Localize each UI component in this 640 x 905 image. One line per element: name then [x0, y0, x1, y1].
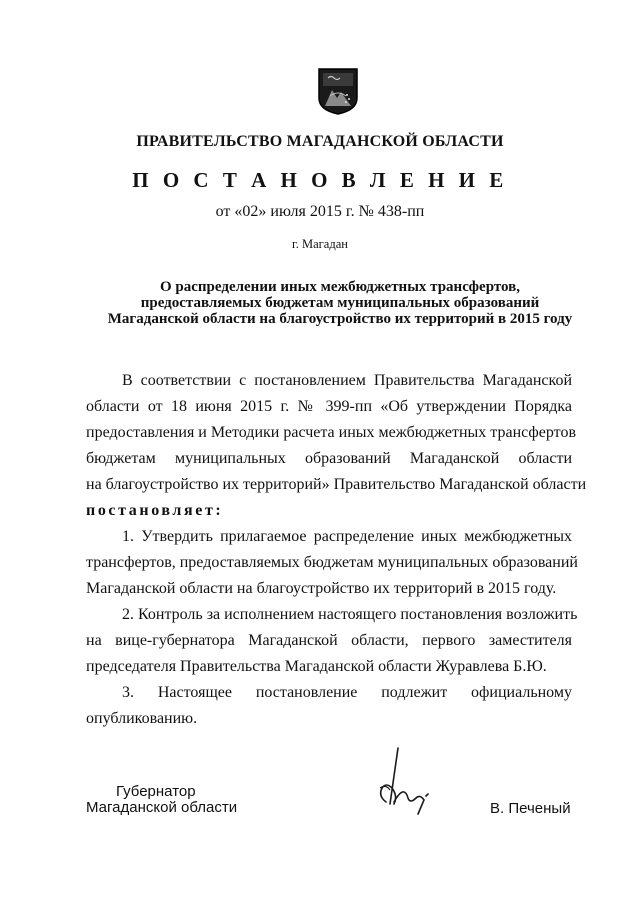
intro-line: на благоустройство их территорий» Правительство Магаданской области	[86, 476, 587, 493]
resolves-word: постановляет:	[86, 502, 224, 519]
intro-line: бюджетам муниципальных образований Магаданской области	[86, 450, 572, 467]
item-2-line: на вице-губернатора Магаданской области, первого заместителя	[86, 632, 572, 649]
subject-line: предоставляемых бюджетам муниципальных образований	[140, 295, 540, 311]
decree-date-number: от «02» июля 2015 г. № 438-пп	[215, 203, 425, 220]
coat-of-arms-icon	[316, 66, 360, 116]
decree-subject	[70, 279, 610, 327]
intro-line: В соответствии с постановлением Правительства Магаданской	[122, 372, 572, 389]
signatory-title-line: Магаданской области	[86, 799, 238, 816]
decree-body	[86, 368, 587, 732]
intro-line: предоставления и Методики расчета иных межбюджетных трансфертов	[86, 424, 577, 441]
subject-line: О распределении иных межбюджетных трансфертов,	[160, 279, 520, 295]
signatory-title	[86, 784, 237, 816]
item-3-line: 3. Настоящее постановление подлежит официальному	[122, 684, 572, 701]
government-name: ПРАВИТЕЛЬСТВО МАГАДАНСКОЙ ОБЛАСТИ	[136, 133, 504, 150]
city-name: г. Магадан	[292, 237, 348, 251]
item-3-line: опубликованию.	[86, 710, 198, 727]
signatory-name: В. Печеный	[490, 800, 571, 817]
handwritten-signature-icon	[360, 744, 440, 824]
decree-title: П О С Т А Н О В Л Е Н И Е	[132, 168, 508, 192]
item-1-line: трансфертов, предоставляемых бюджетам муниципальных образований	[86, 554, 578, 571]
item-1-line: 1. Утвердить прилагаемое распределение иных межбюджетных	[122, 528, 572, 545]
item-1-line: Магаданской области на благоустройство их территорий в 2015 году.	[86, 580, 557, 597]
subject-line: Магаданской области на благоустройство их территорий в 2015 году	[107, 311, 573, 327]
item-2-line: председателя Правительства Магаданской области Журавлева Б.Ю.	[86, 658, 547, 675]
signatory-title-line: Губернатор	[116, 783, 196, 800]
item-2-line: 2. Контроль за исполнением настоящего постановления возложить	[122, 606, 578, 623]
intro-line: области от 18 июня 2015 г. № 399-пп «Об утверждении Порядка	[86, 398, 572, 415]
